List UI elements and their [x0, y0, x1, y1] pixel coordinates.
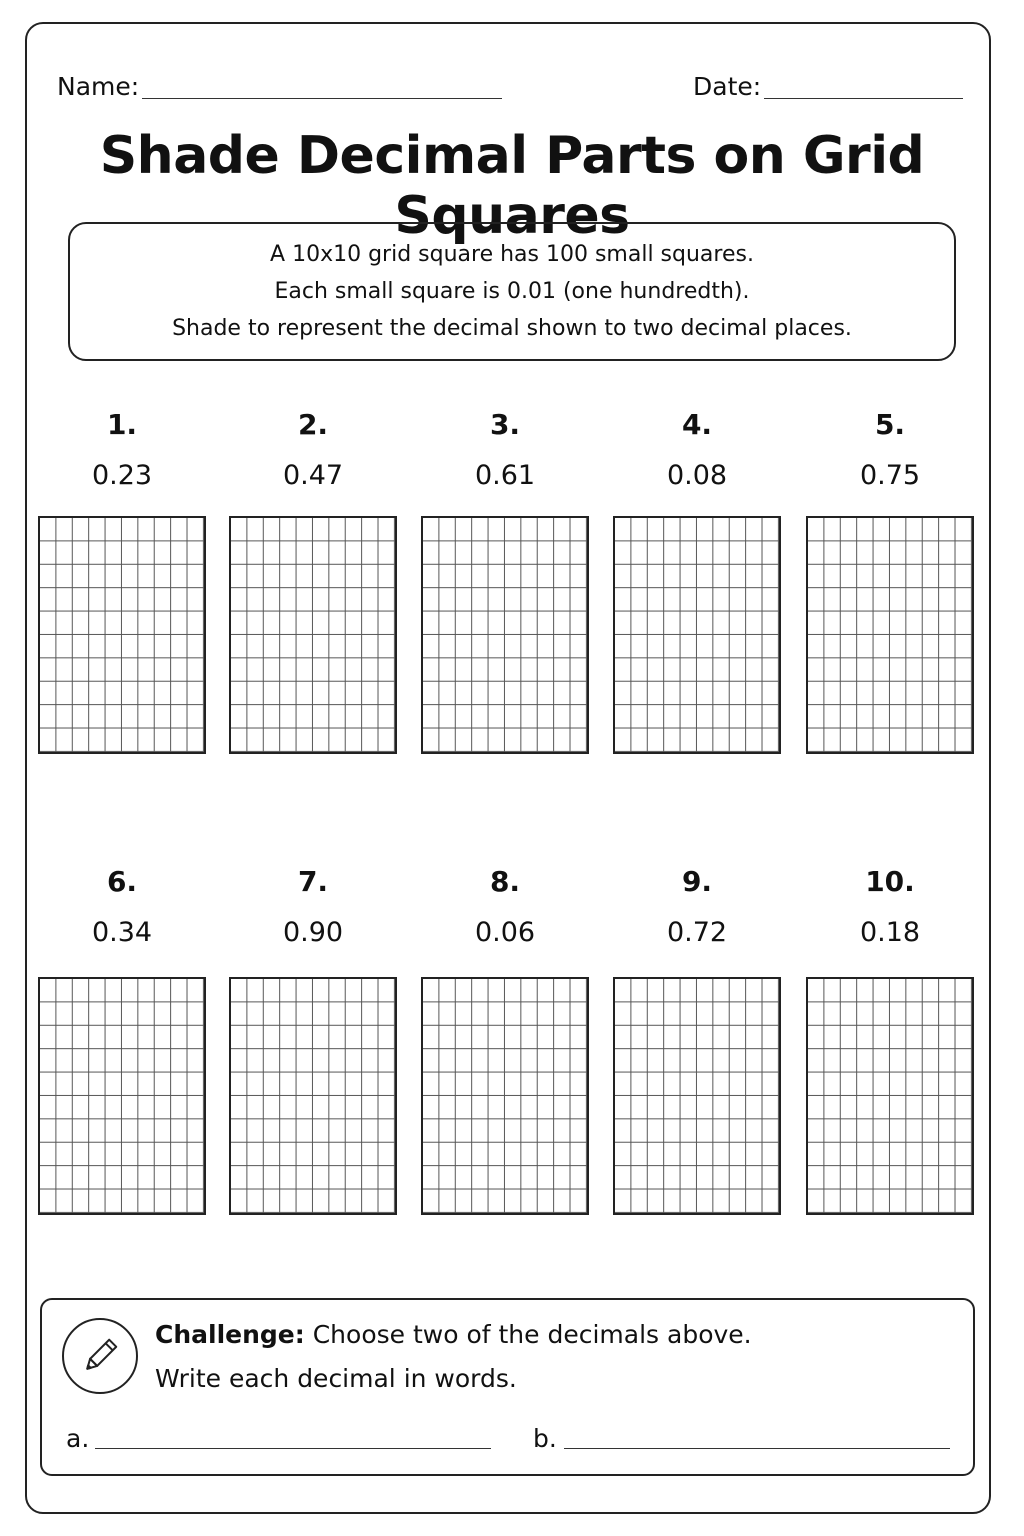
instruction-line: A 10x10 grid square has 100 small squares.	[270, 242, 754, 267]
problem-decimal: 0.23	[91, 460, 153, 491]
instructions-box	[68, 222, 956, 361]
instruction-line: Shade to represent the decimal shown to two decimal places.	[172, 316, 852, 341]
problem-number: 5.	[874, 408, 906, 441]
problem-4	[613, 408, 781, 491]
answer-a-label: a.	[66, 1424, 90, 1453]
challenge-text: Choose two of the decimals above.	[312, 1320, 752, 1349]
problem-decimal: 0.61	[474, 460, 536, 491]
problem-decimal: 0.47	[282, 460, 344, 491]
problem-decimal: 0.90	[282, 917, 344, 948]
answer-a-field[interactable]	[95, 1448, 491, 1449]
hundred-grid-7[interactable]	[229, 977, 397, 1215]
problem-9	[613, 865, 781, 948]
challenge-box	[40, 1298, 975, 1476]
answer-b-field[interactable]	[564, 1448, 950, 1449]
problem-number: 9.	[681, 865, 713, 898]
date-label: Date:	[693, 72, 762, 101]
hundred-grid-5[interactable]	[806, 516, 974, 754]
problem-decimal: 0.08	[666, 460, 728, 491]
hundred-grid-2[interactable]	[229, 516, 397, 754]
problem-decimal: 0.72	[666, 917, 728, 948]
problem-decimal: 0.75	[859, 460, 921, 491]
hundred-grid-9[interactable]	[613, 977, 781, 1215]
problem-decimal: 0.18	[859, 917, 921, 948]
problem-3	[421, 408, 589, 491]
problem-number: 6.	[106, 865, 138, 898]
name-label: Name:	[57, 72, 140, 101]
problem-number: 3.	[489, 408, 521, 441]
challenge-line-2: Write each decimal in words.	[155, 1364, 517, 1393]
hundred-grid-3[interactable]	[421, 516, 589, 754]
pencil-icon	[62, 1318, 138, 1394]
hundred-grid-10[interactable]	[806, 977, 974, 1215]
page-title: Shade Decimal Parts on Grid Squares	[99, 126, 925, 246]
hundred-grid-6[interactable]	[38, 977, 206, 1215]
problem-7	[229, 865, 397, 948]
hundred-grid-4[interactable]	[613, 516, 781, 754]
problem-number: 2.	[297, 408, 329, 441]
problem-10	[806, 865, 974, 948]
answer-b-label: b.	[533, 1424, 557, 1453]
challenge-heading: Challenge:	[155, 1320, 305, 1349]
hundred-grid-8[interactable]	[421, 977, 589, 1215]
hundred-grid-1[interactable]	[38, 516, 206, 754]
problem-1	[38, 408, 206, 491]
problem-number: 1.	[106, 408, 138, 441]
challenge-line-1	[155, 1320, 752, 1349]
problem-decimal: 0.06	[474, 917, 536, 948]
date-field[interactable]	[764, 98, 963, 99]
instruction-line: Each small square is 0.01 (one hundredth).	[274, 279, 750, 304]
problem-number: 7.	[297, 865, 329, 898]
problem-5	[806, 408, 974, 491]
problem-number: 8.	[489, 865, 521, 898]
problem-8	[421, 865, 589, 948]
problem-number: 4.	[681, 408, 713, 441]
problem-number: 10.	[865, 865, 915, 898]
problem-decimal: 0.34	[91, 917, 153, 948]
problem-2	[229, 408, 397, 491]
name-field[interactable]	[142, 98, 502, 99]
problem-6	[38, 865, 206, 948]
